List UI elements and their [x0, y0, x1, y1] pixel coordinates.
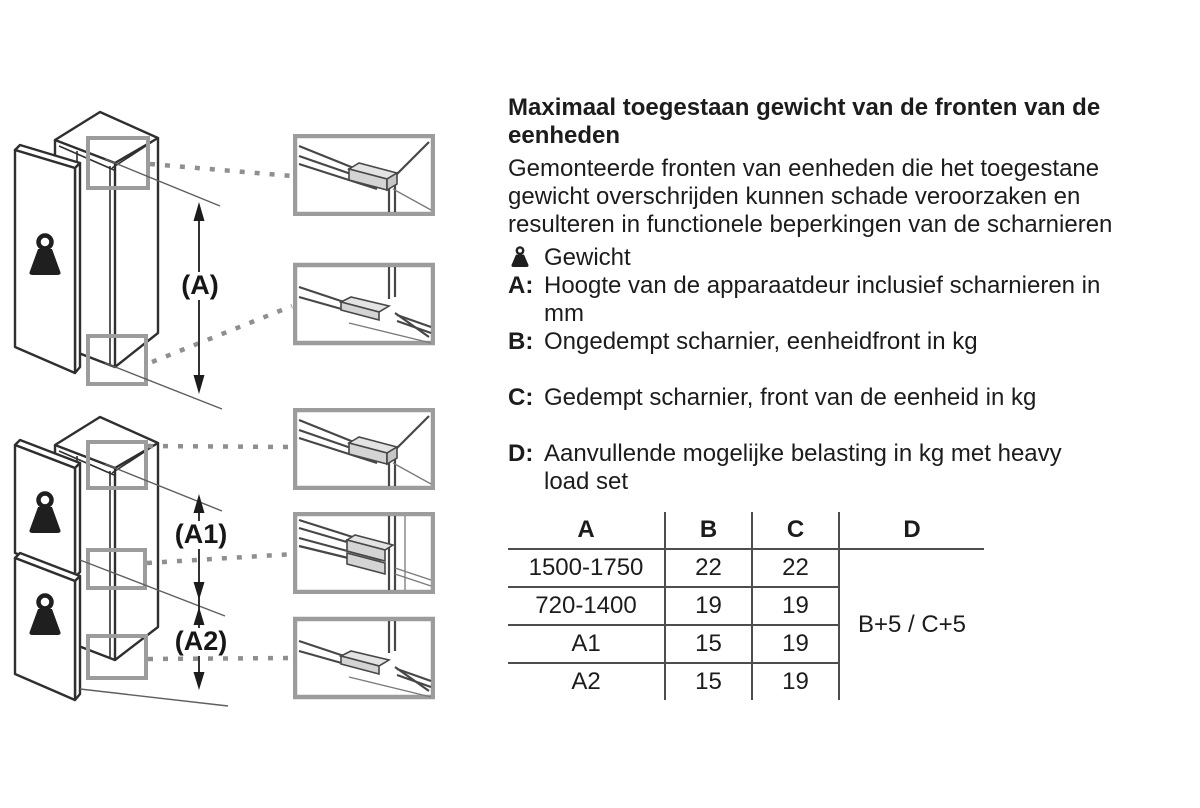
dimension-label-a2: (A2) — [174, 626, 228, 656]
legend-key: B: — [508, 328, 534, 355]
dimension-label-a: (A) — [181, 270, 219, 300]
table-row — [508, 549, 984, 587]
cell-b: 22 — [665, 549, 752, 587]
legend-weight — [508, 244, 1200, 272]
table-header-row — [508, 512, 984, 549]
legend-key: A: — [508, 272, 534, 299]
single-door-cabinet-diagram — [15, 112, 433, 409]
leader-dotted-line — [148, 658, 294, 659]
legend-text: Ongedempt scharnier, eenheidfront in kg — [544, 328, 978, 355]
legend-item-a — [508, 272, 1200, 328]
cell-a: 720-1400 — [508, 587, 665, 625]
detail-box-top-hinge — [295, 410, 433, 488]
detail-box-top-hinge — [295, 136, 433, 214]
cell-c: 19 — [752, 663, 839, 700]
cell-c: 22 — [752, 549, 839, 587]
paragraph-line: gewicht overschrijden kunnen schade veroorzaken en — [508, 183, 1081, 210]
leader-dotted-line — [152, 306, 292, 362]
paragraph-line: resulteren in functionele beperkingen van de scharnieren — [508, 211, 1113, 238]
cell-a: A2 — [508, 663, 665, 700]
legend-item-b — [508, 328, 1200, 356]
cell-d-merged: B+5 / C+5 — [857, 611, 967, 638]
detail-box-bottom-hinge — [295, 619, 433, 697]
cell-b: 19 — [665, 587, 752, 625]
page-title-line: eenheden — [508, 122, 621, 149]
double-door-cabinet-diagram — [15, 410, 433, 706]
column-header-d: D — [839, 512, 984, 549]
legend-text: Gedempt scharnier, front van de eenheid in kg — [544, 384, 1037, 411]
installation-diagram — [0, 90, 500, 735]
leader-dotted-line — [148, 446, 294, 447]
cell-a: A1 — [508, 625, 665, 663]
column-header-b: B — [665, 512, 752, 549]
legend-key: C: — [508, 384, 534, 411]
dimension-a — [172, 202, 228, 394]
detail-box-double-hinge — [295, 514, 433, 592]
cell-b: 15 — [665, 663, 752, 700]
leader-dotted-line — [150, 164, 292, 176]
cell-c: 19 — [752, 625, 839, 663]
legend-text: Hoogte van de apparaatdeur inclusief scharnieren in mm — [544, 272, 1101, 327]
cell-b: 15 — [665, 625, 752, 663]
page-title — [508, 94, 1200, 150]
cell-c: 19 — [752, 587, 839, 625]
weight-icon — [508, 244, 544, 272]
legend-weight-label: Gewicht — [544, 244, 631, 271]
content-column — [508, 94, 1200, 700]
legend-key: D: — [508, 440, 534, 467]
detail-box-bottom-hinge — [295, 265, 433, 343]
legend-item-d — [508, 440, 1200, 496]
page-title-line: Maximaal toegestaan gewicht van de fronten van de — [508, 94, 1101, 121]
paragraph-line: Gemonteerde fronten van eenheden die het toegestane — [508, 155, 1100, 182]
cell-a: 1500-1750 — [508, 549, 665, 587]
leader-dotted-line — [147, 554, 294, 563]
dimension-label-a1: (A1) — [174, 519, 228, 549]
legend-text: Aanvullende mogelijke belasting in kg met heavy load set — [544, 440, 1062, 495]
extension-line — [80, 689, 228, 706]
column-header-a: A — [508, 512, 665, 549]
column-header-c: C — [752, 512, 839, 549]
weights-table — [508, 512, 984, 700]
legend-item-c — [508, 384, 1200, 412]
extension-line — [105, 159, 220, 206]
intro-paragraph — [508, 155, 1200, 239]
